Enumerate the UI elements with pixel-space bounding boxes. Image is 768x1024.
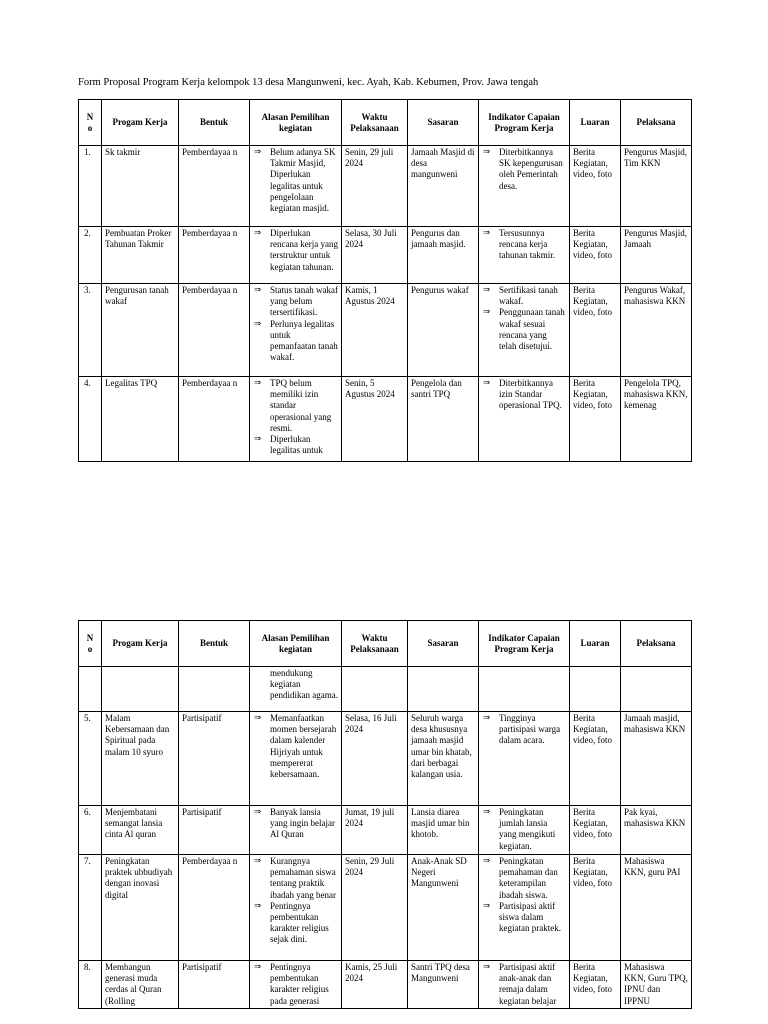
- program-value: Malam Kebersamaan dan Spiritual pada malam 10 syuro: [105, 713, 170, 757]
- indikator-list: [482, 228, 566, 262]
- cell-pelaksana: [621, 667, 692, 712]
- cell-indikator: [479, 712, 570, 806]
- cell-indikator: [479, 806, 570, 855]
- luaran-value: Berita Kegiatan, video, foto: [573, 856, 612, 889]
- header-bentuk: Bentuk: [179, 100, 250, 146]
- cell-alasan: [250, 961, 342, 1009]
- table-row: [79, 377, 692, 462]
- program-value: Pembuatan Proker Tahunan Takmir: [105, 228, 172, 250]
- indikator-item: [482, 962, 566, 1007]
- cell-indikator: [479, 377, 570, 462]
- pelaksana-value: Mahasiswa KKN, guru PAI: [624, 856, 681, 878]
- cell-luaran: [570, 712, 621, 806]
- cell-waktu: [342, 806, 408, 855]
- table-row: [79, 712, 692, 806]
- cell-program: [102, 712, 179, 806]
- cell-bentuk: [179, 806, 250, 855]
- cell-indikator: [479, 146, 570, 227]
- indikator-text: Partisipasi aktif siswa dalam kegiatan praktek.: [499, 900, 561, 934]
- header-sasaran: Sasaran: [408, 621, 479, 667]
- arrow-icon: ⇒: [483, 378, 491, 388]
- indikator-list: [482, 285, 566, 352]
- cell-no: [79, 855, 102, 961]
- table-row: [79, 146, 692, 227]
- arrow-icon: ⇒: [483, 307, 491, 318]
- sasaran-value: Pengurus wakaf: [411, 285, 469, 295]
- indikator-item: [482, 713, 566, 747]
- indikator-item: [482, 807, 566, 852]
- arrow-icon: ⇒: [483, 713, 491, 723]
- alasan-item: [253, 147, 338, 214]
- cell-pelaksana: [621, 227, 692, 284]
- cell-waktu: [342, 712, 408, 806]
- cell-no: [79, 146, 102, 227]
- alasan-list: [253, 962, 338, 1007]
- alasan-item: [253, 713, 338, 780]
- waktu-value: Senin, 29 juli 2024: [345, 147, 394, 169]
- pelaksana-value: Pengurus Masjid, Tim KKN: [624, 147, 687, 169]
- no-value: 1.: [84, 147, 91, 157]
- cell-waktu: [342, 227, 408, 284]
- no-value: 3.: [84, 285, 91, 295]
- luaran-value: Berita Kegiatan, video, foto: [573, 807, 612, 840]
- waktu-value: Selasa, 16 Juli 2024: [345, 713, 397, 735]
- sasaran-value: Santri TPQ desa Mangunweni: [411, 962, 470, 984]
- no-value: 8.: [84, 962, 91, 972]
- arrow-icon: ⇒: [254, 900, 262, 911]
- cell-no: [79, 284, 102, 377]
- cell-indikator: [479, 961, 570, 1009]
- cell-no: [79, 961, 102, 1009]
- header-program: Progam Kerja: [102, 621, 179, 667]
- header-waktu: Waktu Pelaksanaan: [342, 100, 408, 146]
- program-value: Legalitas TPQ: [105, 378, 158, 388]
- indikator-text: Tingginya partisipasi warga dalam acara.: [499, 713, 561, 746]
- no-value: 2.: [84, 228, 91, 238]
- alasan-item: [253, 434, 338, 456]
- arrow-icon: ⇒: [483, 228, 491, 238]
- table-row: [79, 227, 692, 284]
- no-value: 4.: [84, 378, 91, 388]
- indikator-text: Penggunaan tanah wakaf sesuai rencana yang telah disetujui.: [499, 307, 565, 352]
- indikator-item: [482, 378, 566, 412]
- cell-program: [102, 855, 179, 961]
- header-indikator: Indikator Capaian Program Kerja: [479, 621, 570, 667]
- indikator-item: [482, 228, 566, 262]
- luaran-value: Berita Kegiatan, video, foto: [573, 713, 612, 746]
- alasan-text: Belum adanya SK Takmir Masjid, Diperlukan legalitas untuk pengelolaan kegiatan masjid.: [270, 147, 336, 214]
- cell-program: [102, 284, 179, 377]
- cell-alasan: [250, 146, 342, 227]
- waktu-value: Senin, 5 Agustus 2024: [345, 378, 395, 400]
- no-value: 7.: [84, 856, 91, 866]
- cell-pelaksana: [621, 284, 692, 377]
- header-bentuk: Bentuk: [179, 621, 250, 667]
- alasan-text: Perlunya legalitas untuk pemanfaatan tanah wakaf.: [270, 318, 338, 363]
- bentuk-value: Partisipatif: [182, 962, 222, 972]
- luaran-value: Berita Kegiatan, video, foto: [573, 147, 612, 180]
- cell-bentuk: [179, 961, 250, 1009]
- program-value: Sk takmir: [105, 147, 141, 157]
- sasaran-value: Anak-Anak SD Negeri Mangunweni: [411, 856, 467, 889]
- cell-sasaran: [408, 667, 479, 712]
- cell-sasaran: [408, 284, 479, 377]
- header-program: Progam Kerja: [102, 100, 179, 146]
- cell-luaran: [570, 227, 621, 284]
- no-value: 6.: [84, 807, 91, 817]
- header-no: N o: [79, 100, 102, 146]
- bentuk-value: Pemberdayaa n: [182, 856, 238, 866]
- pelaksana-value: Pengurus Masjid, Jamaah: [624, 228, 687, 250]
- waktu-value: Jumat, 19 juli 2024: [345, 807, 395, 829]
- table-row: [79, 961, 692, 1009]
- alasan-list: [253, 285, 338, 363]
- indikator-list: [482, 147, 566, 192]
- cell-alasan: [250, 712, 342, 806]
- indikator-text: Diterbitkannya izin Standar operasional TPQ.: [499, 378, 562, 411]
- cell-no: [79, 667, 102, 712]
- indikator-text: Partisipasi aktif anak-anak dan remaja dalam kegiatan belajar: [499, 962, 557, 1006]
- indikator-item: [482, 901, 566, 935]
- alasan-list: [253, 147, 338, 214]
- cell-pelaksana: [621, 806, 692, 855]
- arrow-icon: ⇒: [254, 318, 262, 329]
- alasan-text: Diperlukan legalitas untuk: [270, 434, 323, 456]
- sasaran-value: Lansia diarea masjid umar bin khotob.: [411, 807, 470, 840]
- cell-bentuk: [179, 227, 250, 284]
- alasan-list: [253, 807, 338, 841]
- cell-program: [102, 377, 179, 462]
- header-alasan: Alasan Pemilihan kegiatan: [250, 100, 342, 146]
- indikator-item: [482, 307, 566, 352]
- alasan-item: [253, 856, 338, 901]
- cell-sasaran: [408, 806, 479, 855]
- waktu-value: Selasa, 30 Juli 2024: [345, 228, 397, 250]
- indikator-text: Tersusunnya rencana kerja tahunan takmir.: [499, 228, 555, 261]
- header-indikator: Indikator Capaian Program Kerja: [479, 100, 570, 146]
- cell-bentuk: [179, 284, 250, 377]
- cell-waktu: [342, 284, 408, 377]
- cell-waktu: [342, 377, 408, 462]
- program-table-page-2: [78, 620, 692, 1009]
- indikator-item: [482, 147, 566, 192]
- alasan-item: [253, 901, 338, 946]
- indikator-text: Peningkatan jumlah lansia yang mengikuti kegiatan.: [499, 807, 556, 851]
- header-no: N o: [79, 621, 102, 667]
- bentuk-value: Partisipatif: [182, 713, 222, 723]
- alasan-text: Memanfaatkan momen bersejarah dalam kalender Hijriyah untuk mempererat kebersamaan.: [270, 713, 337, 780]
- waktu-value: Kamis, 25 Juli 2024: [345, 962, 398, 984]
- arrow-icon: ⇒: [483, 807, 491, 817]
- cell-alasan: [250, 855, 342, 961]
- alasan-text: Banyak lansia yang ingin belajar Al Quran: [270, 807, 335, 840]
- cell-alasan: [250, 284, 342, 377]
- cell-luaran: [570, 806, 621, 855]
- alasan-text: Pentingnya pembentukan karakter religius pada generasi: [270, 962, 329, 1006]
- cell-sasaran: [408, 227, 479, 284]
- luaran-value: Berita Kegiatan, video, foto: [573, 228, 612, 261]
- bentuk-value: Pemberdayaa n: [182, 285, 238, 295]
- bentuk-value: Pemberdayaa n: [182, 147, 238, 157]
- cell-pelaksana: [621, 377, 692, 462]
- arrow-icon: ⇒: [483, 285, 491, 295]
- arrow-icon: ⇒: [483, 900, 491, 911]
- cell-sasaran: [408, 146, 479, 227]
- indikator-list: [482, 856, 566, 934]
- cell-pelaksana: [621, 712, 692, 806]
- arrow-icon: ⇒: [254, 962, 262, 972]
- no-value: 5.: [84, 713, 91, 723]
- cell-alasan: [250, 806, 342, 855]
- alasan-item: [253, 378, 338, 434]
- cell-program: [102, 961, 179, 1009]
- program-table-page-1: [78, 99, 692, 462]
- pelaksana-value: Mahasiswa KKN, Guru TPQ, IPNU dan IPPNU: [624, 962, 688, 1006]
- indikator-list: [482, 713, 566, 747]
- sasaran-value: Jamaah Masjid di desa mangunweni: [411, 147, 475, 180]
- cell-bentuk: [179, 377, 250, 462]
- waktu-value: Kamis, 1 Agustus 2024: [345, 285, 395, 307]
- sasaran-value: Pengelola dan santri TPQ: [411, 378, 462, 400]
- table-row: [79, 855, 692, 961]
- header-sasaran: Sasaran: [408, 100, 479, 146]
- cell-no: [79, 712, 102, 806]
- arrow-icon: ⇒: [254, 285, 262, 295]
- cell-no: [79, 377, 102, 462]
- table-row: [79, 667, 692, 712]
- arrow-icon: ⇒: [254, 228, 262, 238]
- alasan-list: [253, 856, 338, 946]
- cell-sasaran: [408, 377, 479, 462]
- arrow-icon: ⇒: [254, 713, 262, 723]
- alasan-item: [253, 285, 338, 319]
- alasan-item: [253, 228, 338, 273]
- alasan-list: [253, 713, 338, 780]
- cell-program: [102, 227, 179, 284]
- cell-luaran: [570, 377, 621, 462]
- alasan-text: Pentingnya pembentukan karakter religius sejak dini.: [270, 900, 329, 945]
- arrow-icon: ⇒: [254, 378, 262, 388]
- luaran-value: Berita Kegiatan, video, foto: [573, 962, 612, 995]
- alasan-text: TPQ belum memiliki izin standar operasional yang resmi.: [270, 378, 332, 433]
- cell-program: [102, 146, 179, 227]
- program-value: Membangun generasi muda cerdas al Quran (Rolling: [105, 962, 162, 1006]
- arrow-icon: ⇒: [483, 147, 491, 157]
- arrow-icon: ⇒: [254, 434, 262, 445]
- cell-sasaran: [408, 712, 479, 806]
- luaran-value: Berita Kegiatan, video, foto: [573, 285, 612, 318]
- table-row: [79, 806, 692, 855]
- header-pelaksana: Pelaksana: [621, 100, 692, 146]
- cell-indikator: [479, 227, 570, 284]
- cell-indikator: [479, 284, 570, 377]
- cell-no: [79, 227, 102, 284]
- cell-sasaran: [408, 855, 479, 961]
- cell-no: [79, 806, 102, 855]
- cell-luaran: [570, 667, 621, 712]
- program-value: Pengurusan tanah wakaf: [105, 285, 169, 307]
- alasan-list: [253, 378, 338, 456]
- cell-bentuk: [179, 712, 250, 806]
- pelaksana-value: Pengelola TPQ, mahasiswa KKN, kemenag: [624, 378, 688, 411]
- cell-waktu: [342, 961, 408, 1009]
- cell-waktu: [342, 146, 408, 227]
- cell-alasan: [250, 377, 342, 462]
- cell-pelaksana: [621, 961, 692, 1009]
- program-value: Menjembatani semangat lansia cinta Al quran: [105, 807, 163, 840]
- arrow-icon: ⇒: [483, 962, 491, 972]
- cell-luaran: [570, 855, 621, 961]
- cell-indikator: [479, 855, 570, 961]
- indikator-item: [482, 285, 566, 307]
- cell-luaran: [570, 961, 621, 1009]
- pelaksana-value: Pak kyai, mahasiswa KKN: [624, 807, 686, 829]
- indikator-list: [482, 962, 566, 1007]
- bentuk-value: Pemberdayaa n: [182, 228, 238, 238]
- alasan-text: Diperlukan rencana kerja yang terstruktur untuk kegiatan tahunan.: [270, 228, 338, 272]
- document-title: Form Proposal Program Kerja kelompok 13 desa Mangunweni, kec. Ayah, Kab. Kebumen, Prov. Jawa tengah: [78, 77, 539, 88]
- cell-indikator: [479, 667, 570, 712]
- waktu-value: Senin, 29 Juli 2024: [345, 856, 395, 878]
- indikator-text: Peningkatan pemahaman dan keterampilan ibadah siswa.: [499, 856, 558, 900]
- bentuk-value: Pemberdayaa n: [182, 378, 238, 388]
- cell-waktu: [342, 667, 408, 712]
- cell-program: [102, 667, 179, 712]
- cell-luaran: [570, 146, 621, 227]
- alasan-item: [253, 807, 338, 841]
- cell-bentuk: [179, 667, 250, 712]
- cell-waktu: [342, 855, 408, 961]
- pelaksana-value: Jamaah masjid, mahasiswa KKN: [624, 713, 686, 735]
- cell-sasaran: [408, 961, 479, 1009]
- table-row: [79, 284, 692, 377]
- cell-bentuk: [179, 855, 250, 961]
- luaran-value: Berita Kegiatan, video, foto: [573, 378, 612, 411]
- alasan-item: [253, 962, 338, 1007]
- header-luaran: Luaran: [570, 100, 621, 146]
- header-pelaksana: Pelaksana: [621, 621, 692, 667]
- alasan-continued: mendukung kegiatan pendidikan agama.: [270, 668, 338, 701]
- arrow-icon: ⇒: [483, 856, 491, 866]
- indikator-item: [482, 856, 566, 901]
- cell-pelaksana: [621, 146, 692, 227]
- indikator-list: [482, 807, 566, 852]
- bentuk-value: Partisipatif: [182, 807, 222, 817]
- indikator-list: [482, 378, 566, 412]
- arrow-icon: ⇒: [254, 856, 262, 866]
- arrow-icon: ⇒: [254, 807, 262, 817]
- indikator-text: Sertifikasi tanah wakaf.: [499, 285, 558, 307]
- program-value: Peningkatan praktek ubbudiyah dengan inovasi digital: [105, 856, 173, 900]
- pelaksana-value: Pengurus Wakaf, mahasiswa KKN: [624, 285, 686, 307]
- header-luaran: Luaran: [570, 621, 621, 667]
- alasan-text: Status tanah wakaf yang belum tersertifikasi.: [270, 285, 338, 318]
- arrow-icon: ⇒: [254, 147, 262, 157]
- alasan-item: [253, 319, 338, 364]
- sasaran-value: Seluruh warga desa khususnya jamaah masjid umar bin khatab, dari berbagai kalangan usia.: [411, 713, 472, 780]
- alasan-list: [253, 228, 338, 273]
- sasaran-value: Pengurus dan jamaah masjid.: [411, 228, 466, 250]
- cell-pelaksana: [621, 855, 692, 961]
- cell-luaran: [570, 284, 621, 377]
- header-waktu: Waktu Pelaksanaan: [342, 621, 408, 667]
- cell-program: [102, 806, 179, 855]
- indikator-text: Diterbitkannya SK kepengurusan oleh Pemerintah desa.: [499, 147, 563, 191]
- cell-bentuk: [179, 146, 250, 227]
- cell-alasan: [250, 227, 342, 284]
- cell-alasan: [250, 667, 342, 712]
- header-alasan: Alasan Pemilihan kegiatan: [250, 621, 342, 667]
- alasan-text: Kurangnya pemahaman siswa tentang praktik ibadah yang benar: [270, 856, 336, 900]
